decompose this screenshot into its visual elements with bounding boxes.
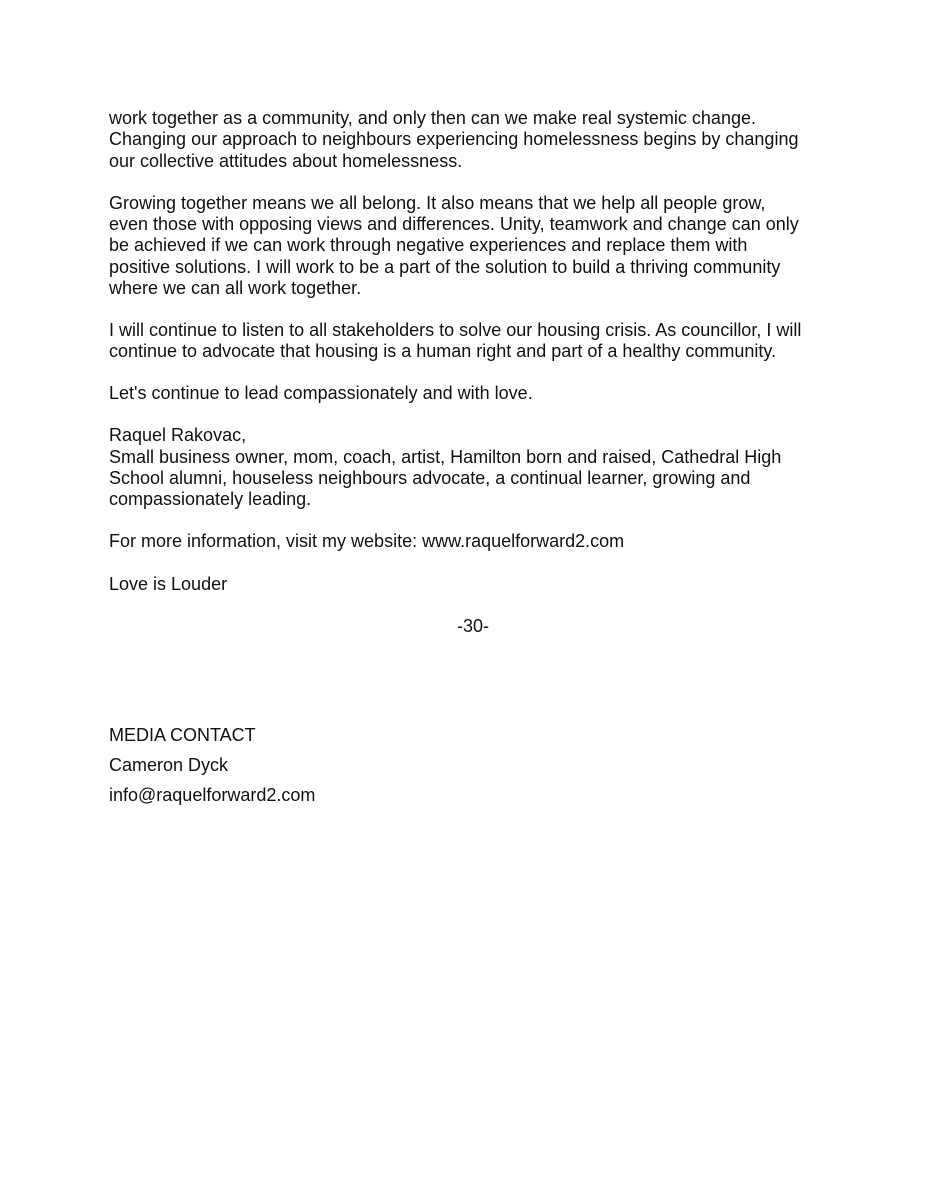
paragraph-closing-slogan: Love is Louder xyxy=(109,573,228,594)
media-contact-email: info@raquelforward2.com xyxy=(109,785,316,805)
media-contact-name: Cameron Dyck xyxy=(109,755,229,775)
paragraph-housing-crisis: I will continue to listen to all stakeholders to solve our housing crisis. As councillor, I will continue to advocate that housing is a human right and part of a healthy community. xyxy=(109,319,802,362)
media-contact-heading: MEDIA CONTACT xyxy=(109,725,256,745)
media-contact xyxy=(109,723,315,813)
paragraph-growing-together: Growing together means we all belong. It also means that we help all people grow, even those with opposing views and differences. Unity, teamwork and change can only be achieved if we can work through negative experiences and replace them with positive solutions. I will work to be a part of the solution to build a thriving community where we can all work together. xyxy=(109,192,799,298)
paragraph-website: For more information, visit my website: www.raquelforward2.com xyxy=(109,531,625,552)
paragraph-signature: Raquel Rakovac, Small business owner, mom, coach, artist, Hamilton born and raised, Cathedral High School alumni, houseless neighbours advocate, a continual learner, growing and compassionately leading. xyxy=(109,425,782,510)
press-release-body xyxy=(109,108,829,637)
paragraph-lead-with-love: Let's continue to lead compassionately and with love. xyxy=(109,383,533,404)
end-mark: -30- xyxy=(456,615,489,636)
paragraph-community-change: work together as a community, and only then can we make real systemic change. Changing our approach to neighbours experiencing homelessness begins by changing our collective attitudes about homelessness. xyxy=(109,108,799,171)
